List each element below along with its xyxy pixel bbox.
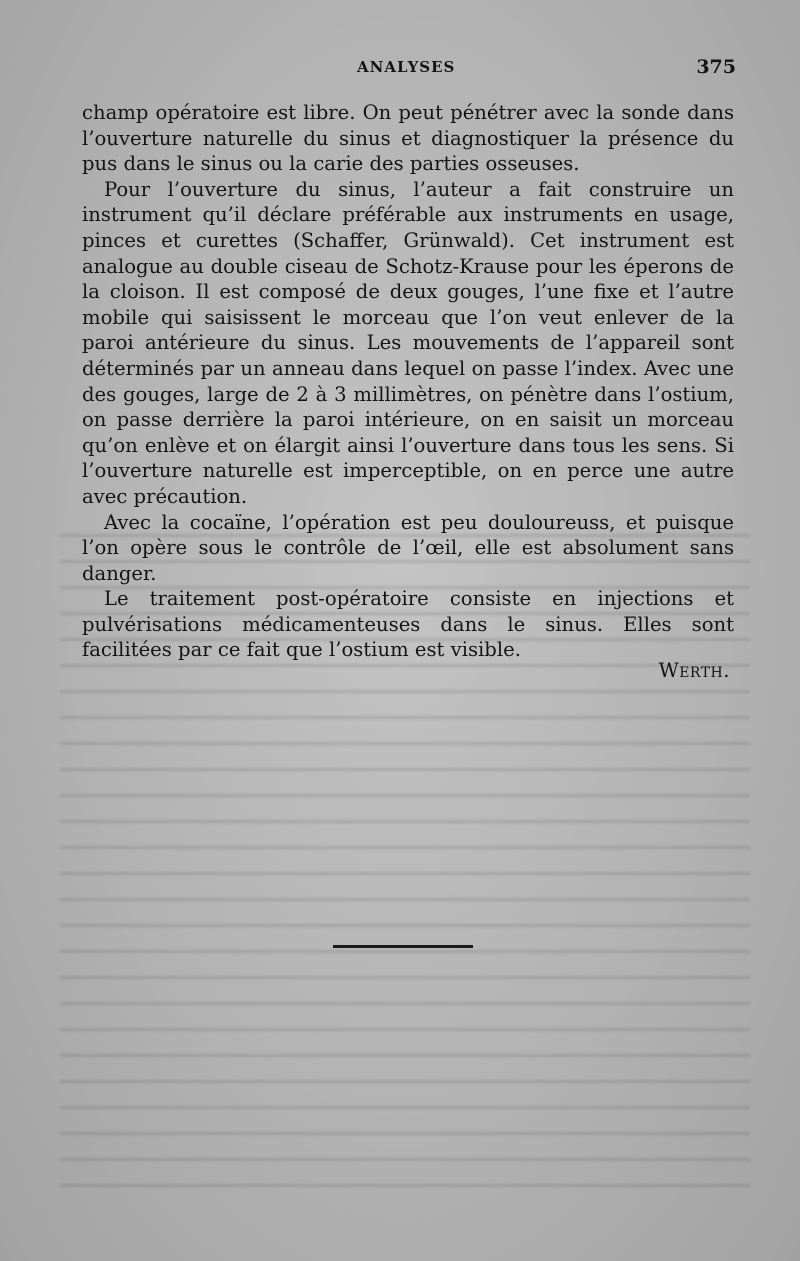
paragraph: champ opératoire est libre. On peut pénétrer avec la sonde dans l’ouverture naturelle du sinus et diagnostiquer la présence du pus dans le sinus ou la carie des parties osseuses. bbox=[82, 101, 734, 176]
paragraph: Avec la cocaïne, l’opération est peu douloureuss, et puisque l’on opère sous le contrôle de l’œil, elle est absolument sans danger. bbox=[82, 510, 734, 585]
page-number: 375 bbox=[696, 56, 736, 78]
section-divider bbox=[333, 945, 473, 948]
paragraph: Le traitement post-opératoire consiste en injections et pulvérisations médicamenteuses dans le sinus. Elles sont facilitées par ce fait que l’ostium est visible. bbox=[82, 587, 734, 662]
body-text bbox=[82, 100, 734, 684]
paragraph: Pour l’ouverture du sinus, l’auteur a fait construire un instrument qu’il déclare préférable aux instruments en usage, pinces et curettes (Schaffer, Grünwald). Cet instrument est analogue au double ciseau de Schotz-Krause pour les éperons de la cloison. Il est composé de deux gouges, l’une fixe et l’autre mobile qui saisissent le morceau que l’on veut enlever de la paroi antérieure du sinus. Les mouvements de l’appareil sont déterminés par un anneau dans lequel on passe l’index. Avec une des gouges, large de 2 à 3 millimètres, on pénètre dans l’ostium, on passe derrière la paroi intérieure, on en saisit un morceau qu’on enlève et on élargit ainsi l’ouverture dans tous les sens. Si l’ouverture naturelle est imperceptible, on en perce une autre avec précaution. bbox=[82, 177, 734, 508]
author-signature: Werth. bbox=[658, 659, 730, 683]
running-title: ANALYSES bbox=[357, 58, 456, 76]
page-header bbox=[82, 58, 736, 86]
